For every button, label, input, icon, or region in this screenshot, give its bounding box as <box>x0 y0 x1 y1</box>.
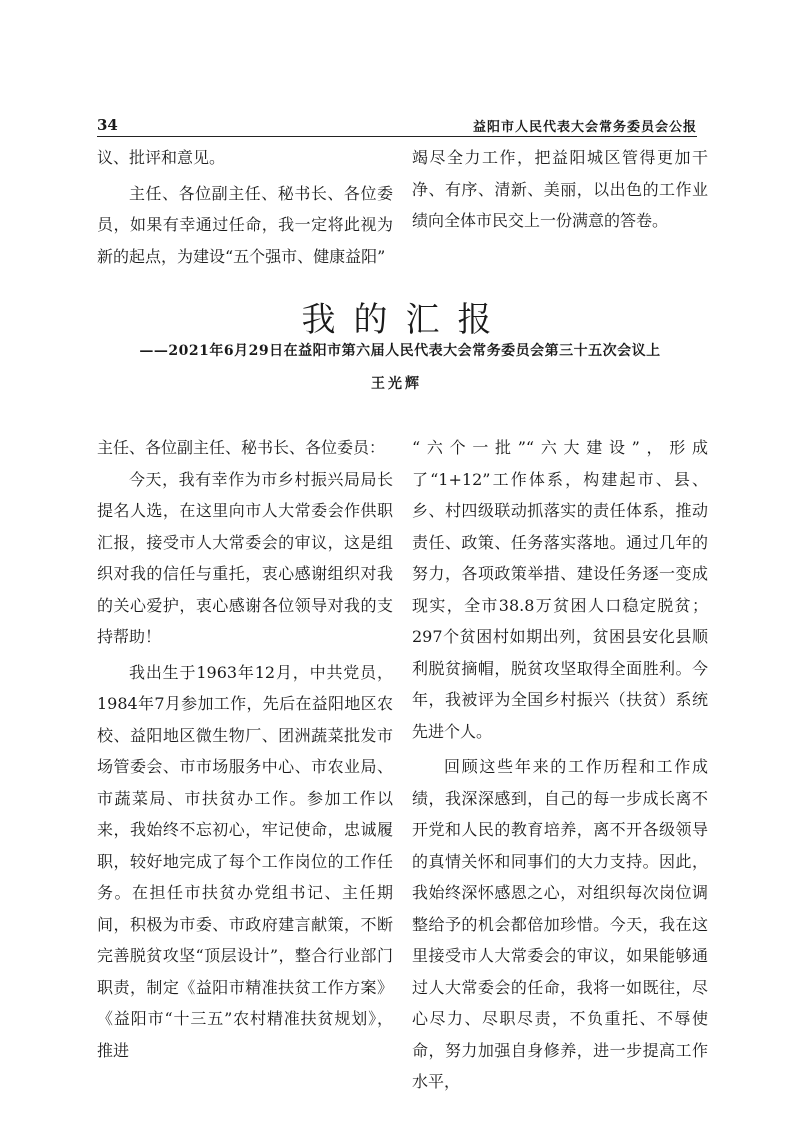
article-title: 我的汇报 <box>301 300 510 340</box>
article-subtitle: ——2021年6月29日在益阳市第六届人民代表大会常务委员会第三十五次会议上 <box>139 343 661 359</box>
publication-title: 益阳市人民代表大会常务委员会公报 <box>472 120 697 135</box>
previous-article-right-column <box>412 142 708 237</box>
page-header <box>97 114 697 136</box>
salutation: 主任、各位副主任、秘书长、各位委员： <box>97 438 386 457</box>
article-author: 王光辉 <box>371 376 422 392</box>
paragraph: 竭尽全力工作，把益阳城区管得更加干净、有序、清新、美丽，以出色的工作业绩向全体市民交上一份满意的答卷。 <box>412 148 708 230</box>
previous-article-left-column <box>97 142 393 272</box>
paragraph: 回顾这些年来的工作历程和工作成绩，我深深感到，自己的每一步成长离不开党和人民的教育培养，离不开各级领导的真情关怀和同事们的大力支持。因此，我始终深怀感恩之心，对组织每次岗位调整给予的机会都倍加珍惜。今天，我在这里接受市人大常委会的审议，如果能够通过人大常委会的任命，我将一如既往，尽心尽力、尽职尽责，不负重托、不辱使命，努力加强自身修养，进一步提高工作水平， <box>412 757 708 1091</box>
paragraph: 议、批评和意见。 <box>97 148 226 167</box>
paragraph: 我出生于1963年12月，中共党员，1984年7月参加工作，先后在益阳地区农校、益阳地区微生物厂、团洲蔬菜批发市场管委会、市市场服务中心、市农业局、市蔬菜局、市扶贫办工作。参加工作以来，我始终不忘初心，牢记使命，忠诚履职，较好地完成了每个工作岗位的工作任务。在担任市扶贫办党组书记、主任期间，积极为市委、市政府建言献策，不断完善脱贫攻坚“顶层设计”，整合行业部门职责，制定《益阳市精准扶贫工作方案》《益阳市“十三五”农村精准扶贫规划》，推进 <box>97 662 393 1060</box>
article-left-column <box>97 432 393 1066</box>
article-right-column <box>412 432 708 1098</box>
paragraph: 今天，我有幸作为市乡村振兴局局长提名人选，在这里向市人大常委会作供职汇报，接受市人大常委会的审议，这是组织对我的信任与重托，衷心感谢组织对我的关心爱护，衷心感谢各位领导对我的支持帮助！ <box>97 469 393 646</box>
header-rule <box>97 136 697 137</box>
paragraph: 主任、各位副主任、秘书长、各位委员，如果有幸通过任命，我一定将此视为新的起点，为建设“五个强市、健康益阳” <box>97 183 393 266</box>
paragraph: “六个一批”“六大建设”，形成了“1+12”工作体系，构建起市、县、乡、村四级联动抓落实的责任体系，推动责任、政策、任务落实落地。通过几年的努力，各项政策举措、建设任务逐一变成现实，全市38.8万贫困人口稳定脱贫；297个贫困村如期出列，贫困县安化县顺利脱贫摘帽，脱贫攻坚取得全面胜利。今年，我被评为全国乡村振兴（扶贫）系统先进个人。 <box>412 438 708 741</box>
page-number: 34 <box>97 116 118 134</box>
